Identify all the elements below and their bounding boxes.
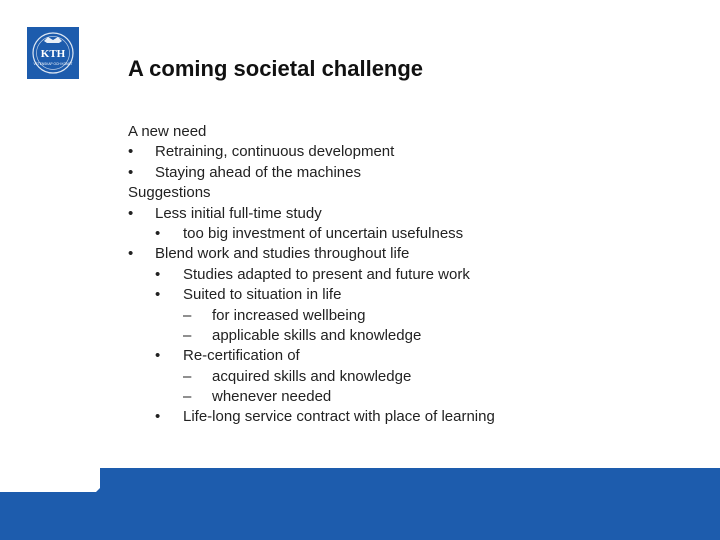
bullet-marker: •: [128, 163, 134, 181]
logo-text: KTH: [40, 48, 66, 60]
list-item-text: Studies adapted to present and future work: [183, 265, 470, 283]
dash-marker: –: [183, 367, 192, 385]
list-item-text: applicable skills and knowledge: [212, 326, 422, 344]
kth-logo: [27, 27, 79, 79]
bullet-marker: •: [155, 286, 161, 304]
logo-subtext: VETENSKAP OCH KONST: [33, 62, 73, 66]
footer-band: [0, 468, 720, 540]
bullet-marker: •: [155, 265, 161, 283]
list-item-text: acquired skills and knowledge: [212, 367, 412, 385]
kth-seal-icon: [27, 27, 79, 79]
dash-marker: –: [183, 388, 192, 406]
list-item-text: Blend work and studies throughout life: [155, 245, 410, 263]
bullet-marker: •: [155, 408, 161, 426]
list-item-text: A new need: [128, 123, 207, 140]
list-item-text: Less initial full-time study: [155, 204, 322, 222]
bullet-marker: •: [155, 224, 161, 242]
list-item-text: Re-certification of: [183, 347, 300, 365]
dash-marker: –: [183, 306, 192, 324]
bullet-marker: •: [155, 347, 161, 365]
list-item-text: whenever needed: [212, 388, 332, 406]
list-item-text: Retraining, continuous development: [155, 143, 395, 161]
list-item-text: Suited to situation in life: [183, 286, 342, 304]
bullet-marker: •: [128, 245, 134, 263]
slide-title: A coming societal challenge: [128, 56, 424, 81]
list-item-text: too big investment of uncertain usefulness: [183, 224, 464, 242]
dash-marker: –: [183, 326, 192, 344]
list-item-text: Staying ahead of the machines: [155, 163, 361, 181]
list-item-text: Life-long service contract with place of learning: [183, 408, 495, 426]
list-item-text: for increased wellbeing: [212, 306, 366, 324]
bullet-marker: •: [128, 143, 134, 161]
list-item-text: Suggestions: [128, 184, 211, 202]
bullet-marker: •: [128, 204, 134, 222]
